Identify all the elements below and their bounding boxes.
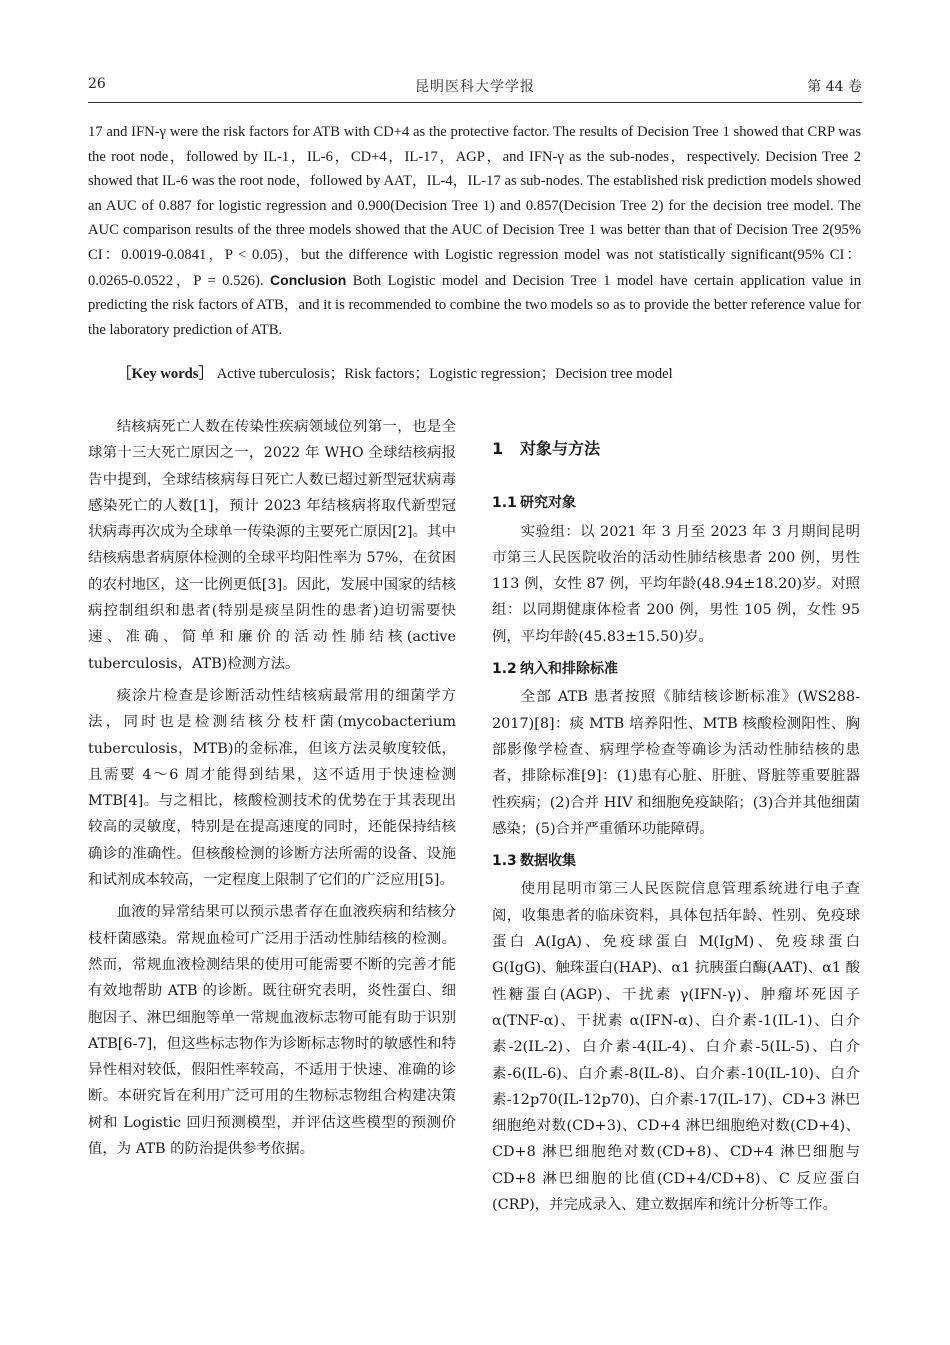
- abstract-conclusion-text: Both Logistic model and Decision Tree 1 model have certain application value in predicting the risk factors of ATB，and it is recommended to combine the two models so as to provide the better reference value for the laboratory prediction of ATB.: [88, 272, 862, 338]
- intro-paragraph-1: 结核病死亡人数在传染性疾病领域位列第一，也是全球第十三大死亡原因之一，2022 年 WHO 全球结核病报告中提到，全球结核病每日死亡人数已超过新型冠状病毒感染死亡的人数[1]，预计 2023 年结核病将取代新型冠状病毒再次成为全球单一传染源的主要死亡原因[2]。其中结核病患者病原体检测的全球平均阳性率为 57%，在贫困的农村地区，这一比例更低[3]。因此，发展中国家的结核病控制组织和患者(特别是痰呈阴性的患者)迫切需要快速、准确、简单和廉价的活动性肺结核(active tuberculosis，ATB)检测方法。: [88, 419, 456, 672]
- subsection-1-3-text: 使用昆明市第三人民医院信息管理系统进行电子查阅，收集患者的临床资料，具体包括年龄、性别、免疫球蛋白 A(IgA)、免疫球蛋白 M(IgM)、免疫球蛋白 G(IgG)、触珠蛋白(HAP)、α1 抗胰蛋白酶(AAT)、α1 酸性糖蛋白(AGP)、干扰素 γ(IFN-γ)、肿瘤坏死因子 α(TNF-α)、干扰素 α(IFN-α)、白介素-1(IL-1)、白介素-2(IL-2)、白介素-4(IL-4)、白介素-5(IL-5)、白介素-6(IL-6)、白介素-8(IL-8)、白介素-10(IL-10)、白介素-12p70(IL-12p70)、白介素-17(IL-17)、CD+3 淋巴细胞绝对数(CD+3)、CD+4 淋巴细胞绝对数(CD+4)、CD+8 淋巴细胞绝对数(CD+8)、CD+4 淋巴细胞与 CD+8 淋巴细胞的比值(CD+4/CD+8)、C 反应蛋白(CRP)，并完成录入、建立数据库和统计分析等工作。: [492, 881, 860, 1214]
- right-column: [492, 436, 860, 1218]
- journal-title: 昆明医科大学学报: [415, 79, 535, 95]
- subsection-number: 1.2: [492, 661, 517, 678]
- section-number: 1: [492, 439, 504, 458]
- english-abstract: [88, 120, 861, 342]
- page-number: 26: [88, 76, 106, 92]
- intro-paragraph-3: 血液的异常结果可以预示患者存在血液疾病和结核分枝杆菌感染。常规血检可广泛用于活动性肺结核的检测。然而，常规血液检测结果的使用可能需要不断的完善才能有效地帮助 ATB 的诊断。既往研究表明，炎性蛋白、细胞因子、淋巴细胞等单一常规血液标志物可能有助于识别 ATB[6-7]，但这些标志物作为诊断标志物时的敏感性和特异性相对较低，假阳性率较高，不适用于快速、准确的诊断。本研究旨在利用广泛可用的生物标志物组合构建决策树和 Logistic 回归预测模型，并评估这些模型的预测价值，为 ATB 的防治提供参考依据。: [88, 904, 456, 1158]
- keywords-label: ［Key words］: [117, 366, 214, 382]
- left-column: [88, 414, 456, 1162]
- volume-label: 第 44 卷: [807, 79, 862, 95]
- subsection-1-2-text: 全部 ATB 患者按照《肺结核诊断标准》(WS288-2017)[8]：痰 MTB 培养阳性、MTB 核酸检测阳性、胸部影像学检查、病理学检查等确诊为活动性肺结核的患者，排除标准[9]：(1)患有心脏、肝脏、肾脏等重要脏器性疾病；(2)合并 HIV 和细胞免疫缺陷；(3)合并其他细菌感染；(5)合并严重循环功能障碍。: [492, 689, 860, 837]
- keywords: [117, 362, 673, 383]
- subsection-heading-1-3: [492, 848, 860, 874]
- subsection-1-1-text: 实验组：以 2021 年 3 月至 2023 年 3 月期间昆明市第三人民医院收治的活动性肺结核患者 200 例，男性 113 例，女性 87 例，平均年龄(48.94±18.20)岁。对照组：以同期健康体检者 200 例，男性 105 例，女性 95 例，平均年龄(45.83±15.50)岁。: [492, 523, 860, 645]
- subsection-heading-1-2: [492, 656, 860, 682]
- conclusion-label: Conclusion: [270, 271, 347, 288]
- intro-paragraph-2: 痰涂片检查是诊断活动性结核病最常用的细菌学方法，同时也是检测结核分枝杆菌(mycobacterium tuberculosis，MTB)的金标准，但该方法灵敏度较低，且需要 4～6 周才能得到结果，这不适用于快速检测 MTB[4]。与之相比，核酸检测技术的优势在于其表现出较高的灵敏度，特别是在提高速度的同时，还能保持结核确诊的准确性。但核酸检测的诊断方法所需的设备、设施和试剂成本较高，一定程度上限制了它们的广泛应用[5]。: [88, 687, 456, 889]
- abstract-results-text: 17 and IFN-γ were the risk factors for ATB with CD+4 as the protective factor. The results of Decision Tree 1 showed that CRP was the root node，followed by IL-1，IL-6，CD+4，IL-17，AGP，and IFN-γ as the sub-nodes，respectively. Decision Tree 2 showed that IL-6 was the root node，followed by AAT，IL-4，IL-17 as sub-nodes. The established risk prediction models showed an AUC of 0.887 for logistic regression and 0.900(Decision Tree 1) and 0.857(Decision Tree 2) for the decision tree model. The AUC comparison results of the three models showed that the AUC of Decision Tree 1 was better than that of Decision Tree 2(95% CI：0.0019-0.0841，P < 0.05)，but the difference with Logistic regression model was not statistically significant(95% CI：0.0265-0.0522，P = 0.526).: [88, 124, 861, 289]
- subsection-title: 纳入和排除标准: [520, 661, 618, 678]
- section-title: 对象与方法: [520, 439, 601, 458]
- running-header: [88, 76, 862, 98]
- subsection-title: 数据收集: [520, 853, 576, 870]
- subsection-heading-1-1: [492, 490, 860, 516]
- subsection-number: 1.1: [492, 495, 517, 512]
- section-heading-1: [492, 436, 860, 462]
- subsection-number: 1.3: [492, 853, 517, 870]
- header-rule: [88, 102, 862, 103]
- subsection-title: 研究对象: [520, 495, 576, 512]
- keywords-text: Active tuberculosis；Risk factors；Logistic regression；Decision tree model: [216, 366, 673, 382]
